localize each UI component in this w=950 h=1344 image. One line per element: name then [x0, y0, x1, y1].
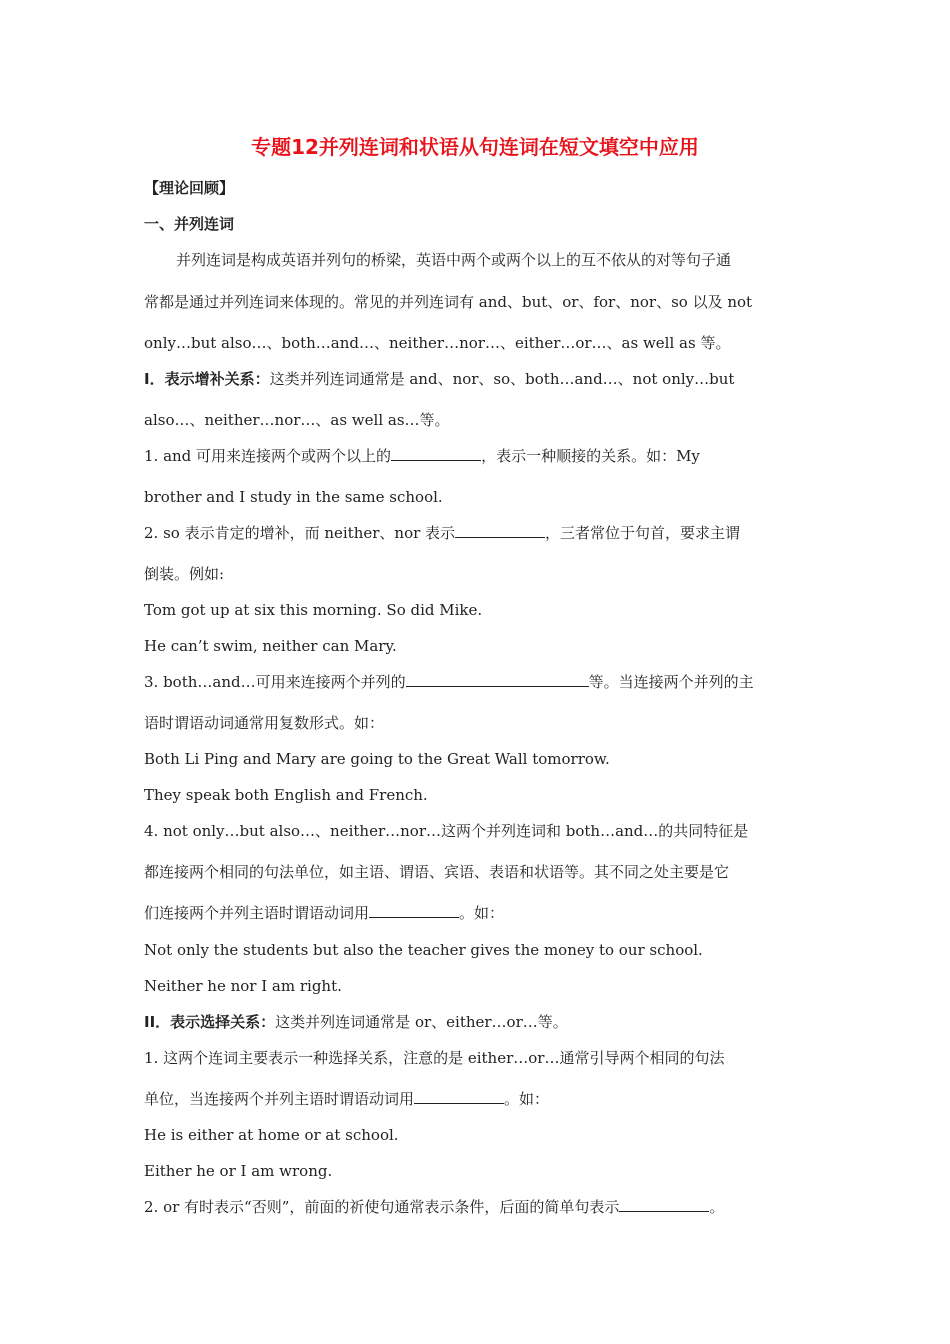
part2-heading-line [144, 1012, 568, 1032]
part1-item1-text-a: 1. and 可用来连接两个或两个以上的 [144, 447, 392, 465]
part2-item1-text-b: 。如： [504, 1090, 550, 1108]
fill-in-blank [455, 523, 545, 538]
part2-heading: II．表示选择关系： [144, 1013, 276, 1031]
part2-item2 [144, 1197, 724, 1217]
part1-item1-text-b: ，表示一种顺接的关系。如：My [481, 447, 700, 465]
part2-item1-line-2 [144, 1089, 549, 1109]
part1-heading-line [144, 369, 734, 389]
part1-heading: I．表示增补关系： [144, 370, 270, 388]
fill-in-blank [391, 446, 481, 461]
example-sentence: They speak both English and French. [144, 786, 428, 804]
fill-in-blank [619, 1197, 709, 1212]
part1-item3 [144, 672, 754, 692]
part1-item4-text-a: 们连接两个并列主语时谓语动词用 [144, 904, 370, 922]
document-title: 专题12并列连词和状语从句连词在短文填空中应用 [251, 135, 699, 159]
example-sentence: Tom got up at six this morning. So did Mike. [144, 601, 483, 619]
example-sentence: Not only the students but also the teacher gives the money to our school. [144, 941, 703, 959]
part1-item4-line-3 [144, 903, 504, 923]
part1-item2 [144, 523, 740, 543]
part1-item4-line-1: 4. not only…but also…、neither…nor…这两个并列连词和 both…and…的共同特征是 [144, 822, 749, 840]
example-sentence: Either he or I am wrong. [144, 1162, 333, 1180]
part1-item1 [144, 446, 700, 466]
fill-in-blank [414, 1089, 504, 1104]
part2-item2-text-b: 。 [709, 1198, 725, 1216]
intro-line-3: only…but also…、both…and…、neither…nor…、either…or…、as well as 等。 [144, 334, 731, 352]
part2-item1-text-a: 单位，当连接两个并列主语时谓语动词用 [144, 1090, 415, 1108]
example-sentence: Neither he nor I am right. [144, 977, 342, 995]
part1-item2-text-a: 2. so 表示肯定的增补，而 neither、nor 表示 [144, 524, 456, 542]
intro-line-1: 并列连词是构成英语并列句的桥梁，英语中两个或两个以上的互不依从的对等句子通 [176, 251, 732, 269]
intro-line-2: 常都是通过并列连词来体现的。常见的并列连词有 and、but、or、for、nor、so 以及 not [144, 293, 753, 311]
part1-heading-line-2: also…、neither…nor…、as well as…等。 [144, 411, 450, 429]
part2-heading-rest: 这类并列连词通常是 or、either…or…等。 [275, 1013, 568, 1031]
fill-in-blank [369, 903, 459, 918]
part1-item3-line-2: 语时谓语动词通常用复数形式。如： [144, 714, 385, 732]
heading-coordinating-conjunctions: 一、并列连词 [144, 215, 235, 233]
example-sentence: He can’t swim, neither can Mary. [144, 637, 397, 655]
part1-item3-text-b: 等。当连接两个并列的主 [588, 673, 754, 691]
part1-item2-text-b: ，三者常位于句首，要求主谓 [545, 524, 741, 542]
part2-item2-text-a: 2. or 有时表示“否则”，前面的祈使句通常表示条件，后面的简单句表示 [144, 1198, 620, 1216]
part1-item1-line-2: brother and I study in the same school. [144, 488, 443, 506]
part2-item1-line-1: 1. 这两个连词主要表示一种选择关系，注意的是 either…or…通常引导两个相同的句法 [144, 1049, 725, 1067]
part1-item2-line-2: 倒装。例如: [144, 565, 225, 583]
part1-item4-line-2: 都连接两个相同的句法单位，如主语、谓语、宾语、表语和状语等。其不同之处主要是它 [144, 863, 730, 881]
example-sentence: He is either at home or at school. [144, 1126, 399, 1144]
part1-item4-text-b: 。如： [459, 904, 505, 922]
section-review-heading: 【理论回顾】 [144, 179, 235, 197]
example-sentence: Both Li Ping and Mary are going to the Great Wall tomorrow. [144, 750, 610, 768]
part1-item3-text-a: 3. both…and…可用来连接两个并列的 [144, 673, 406, 691]
part1-heading-rest: 这类并列连词通常是 and、nor、so、both…and…、not only…but [269, 370, 735, 388]
fill-in-blank [406, 672, 589, 687]
